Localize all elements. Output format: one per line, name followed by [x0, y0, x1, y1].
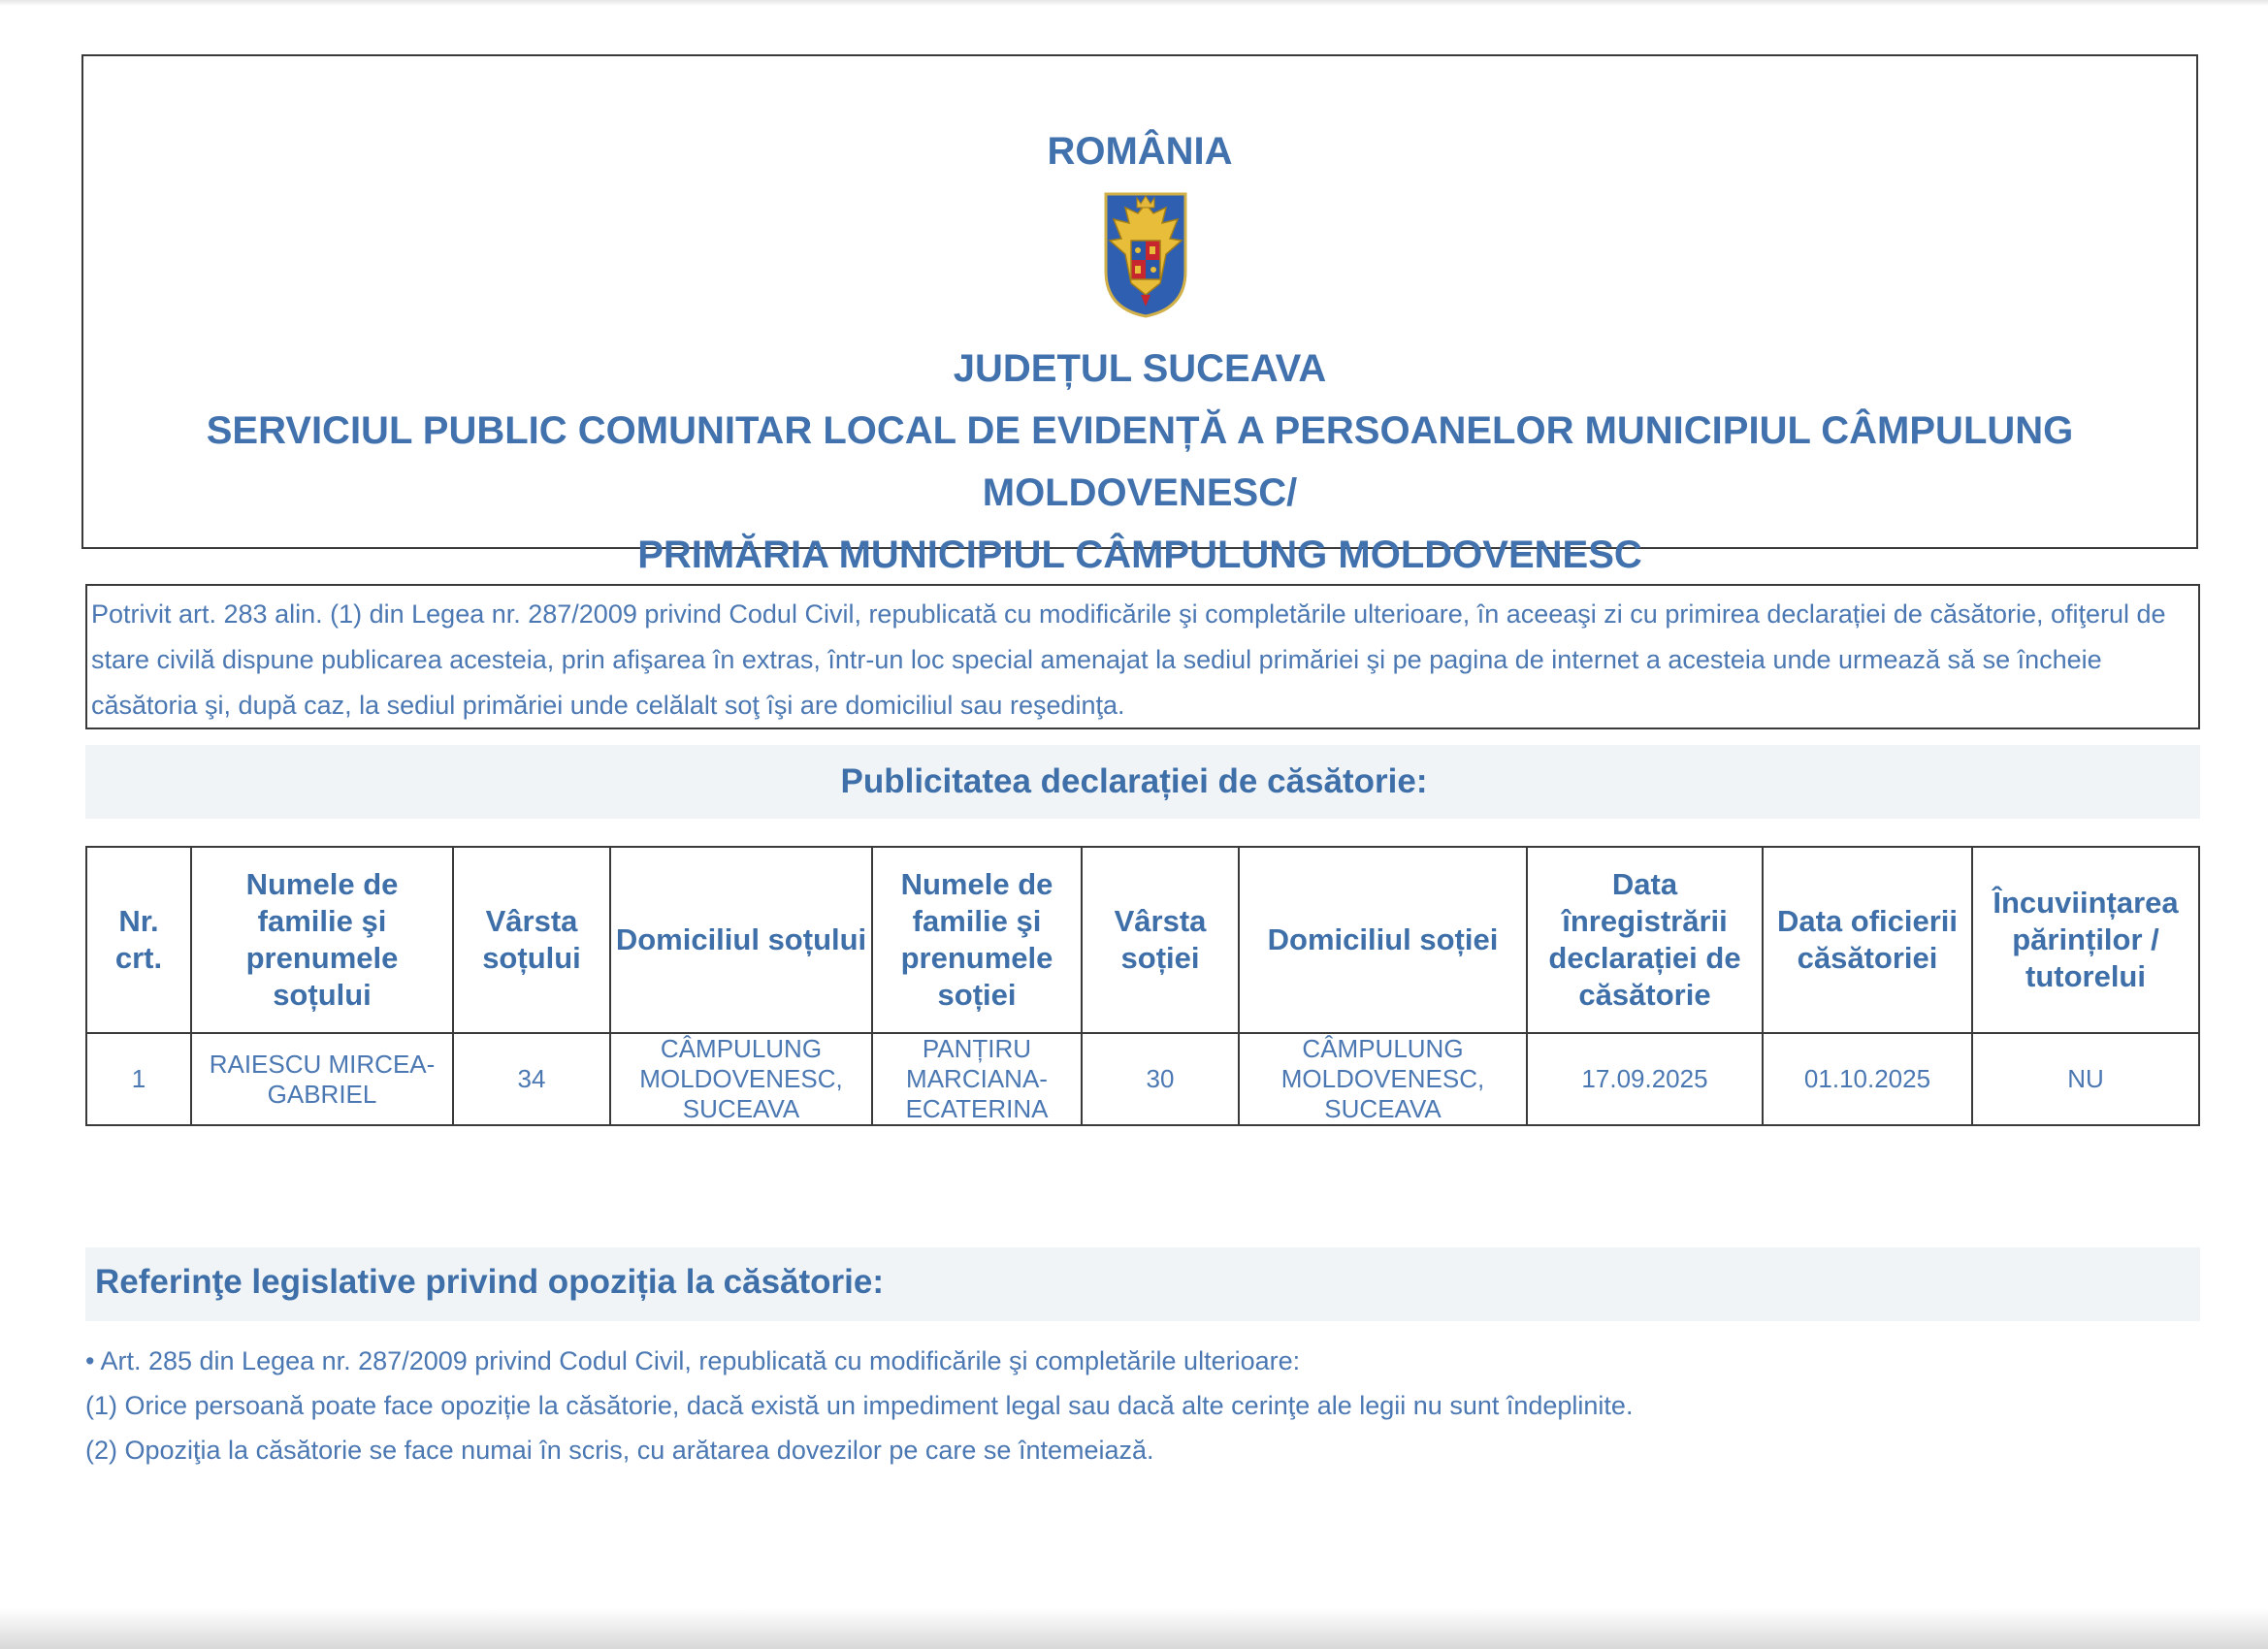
column-header: Vârsta soției — [1082, 847, 1239, 1033]
column-header: Încuviințarea părinților / tutorelui — [1972, 847, 2199, 1033]
table-cell: 01.10.2025 — [1763, 1033, 1972, 1125]
table-cell: 34 — [453, 1033, 610, 1125]
intro-legal-paragraph: Potrivit art. 283 alin. (1) din Legea nr. 287/2009 privind Codul Civil, republicată cu modificările şi completările ulterioare, în aceeaşi zi cu primirea declarației de căsătorie, ofiţerul de stare civilă dispune publicarea acesteia, prin afişarea în extras, într-un loc special amenajat la sediul primăriei şi pe pagina de internet a acesteia unde urmează să se încheie căsătoria şi, după caz, la sediul primăriei unde celălalt soţ îşi are domiciliul sau reşedinţa. — [85, 584, 2200, 729]
column-header: Domiciliul soțului — [610, 847, 872, 1033]
coat-of-arms-icon — [1102, 190, 1189, 320]
column-header: Numele de familie şi prenumele soțului — [191, 847, 453, 1033]
table-cell: CÂMPULUNG MOLDOVENESC, SUCEAVA — [610, 1033, 872, 1125]
table-cell: 17.09.2025 — [1527, 1033, 1763, 1125]
service-title-line-2: MOLDOVENESC/ — [982, 471, 1298, 514]
column-header: Vârsta soțului — [453, 847, 610, 1033]
scan-shade-bottom — [0, 1608, 2268, 1649]
references-title: Referinţe legislative privind opoziția la căsătorie: — [95, 1263, 885, 1301]
marriage-declaration-table — [85, 846, 2200, 1126]
document-header — [81, 54, 2198, 576]
column-header: Numele de familie şi prenumele soției — [872, 847, 1082, 1033]
column-header: Data înregistrării declarației de căsătorie — [1527, 847, 1763, 1033]
table-cell: PANȚIRU MARCIANA-ECATERINA — [872, 1033, 1082, 1125]
reference-line: (2) Opoziţia la căsătorie se face numai în scris, cu arătarea dovezilor pe care se întemeiază. — [85, 1436, 1154, 1465]
city-hall-title: PRIMĂRIA MUNICIPIUL CÂMPULUNG MOLDOVENESC — [637, 534, 1642, 576]
references-list — [85, 1339, 2171, 1472]
table-cell: CÂMPULUNG MOLDOVENESC, SUCEAVA — [1239, 1033, 1527, 1125]
column-header: Domiciliul soției — [1239, 847, 1527, 1033]
county-title: JUDEȚUL SUCEAVA — [953, 347, 1327, 390]
scan-shade-top — [0, 0, 2268, 6]
publication-title: Publicitatea declarației de căsătorie: — [840, 762, 1428, 800]
service-title-line-1: SERVICIUL PUBLIC COMUNITAR LOCAL DE EVIDENȚĂ A PERSOANELOR MUNICIPIUL CÂMPULUNG — [206, 409, 2074, 452]
table-cell: 30 — [1082, 1033, 1239, 1125]
column-header: Nr. crt. — [86, 847, 191, 1033]
reference-line: (1) Orice persoană poate face opoziție la căsătorie, dacă există un impediment legal sau dacă alte cerinţe ale legii nu sunt îndeplinite. — [85, 1391, 1634, 1420]
header-institution — [83, 338, 2196, 586]
table-cell: RAIESCU MIRCEA-GABRIEL — [191, 1033, 453, 1125]
country-title: ROMÂNIA — [1047, 130, 1233, 173]
column-header: Data oficierii căsătoriei — [1763, 847, 1972, 1033]
reference-line: • Art. 285 din Legea nr. 287/2009 privind Codul Civil, republicată cu modificările şi completările ulterioare: — [85, 1346, 1301, 1375]
table-header-row — [86, 847, 2199, 1033]
table-cell: 1 — [86, 1033, 191, 1125]
table-cell: NU — [1972, 1033, 2199, 1125]
table-row — [86, 1033, 2199, 1125]
